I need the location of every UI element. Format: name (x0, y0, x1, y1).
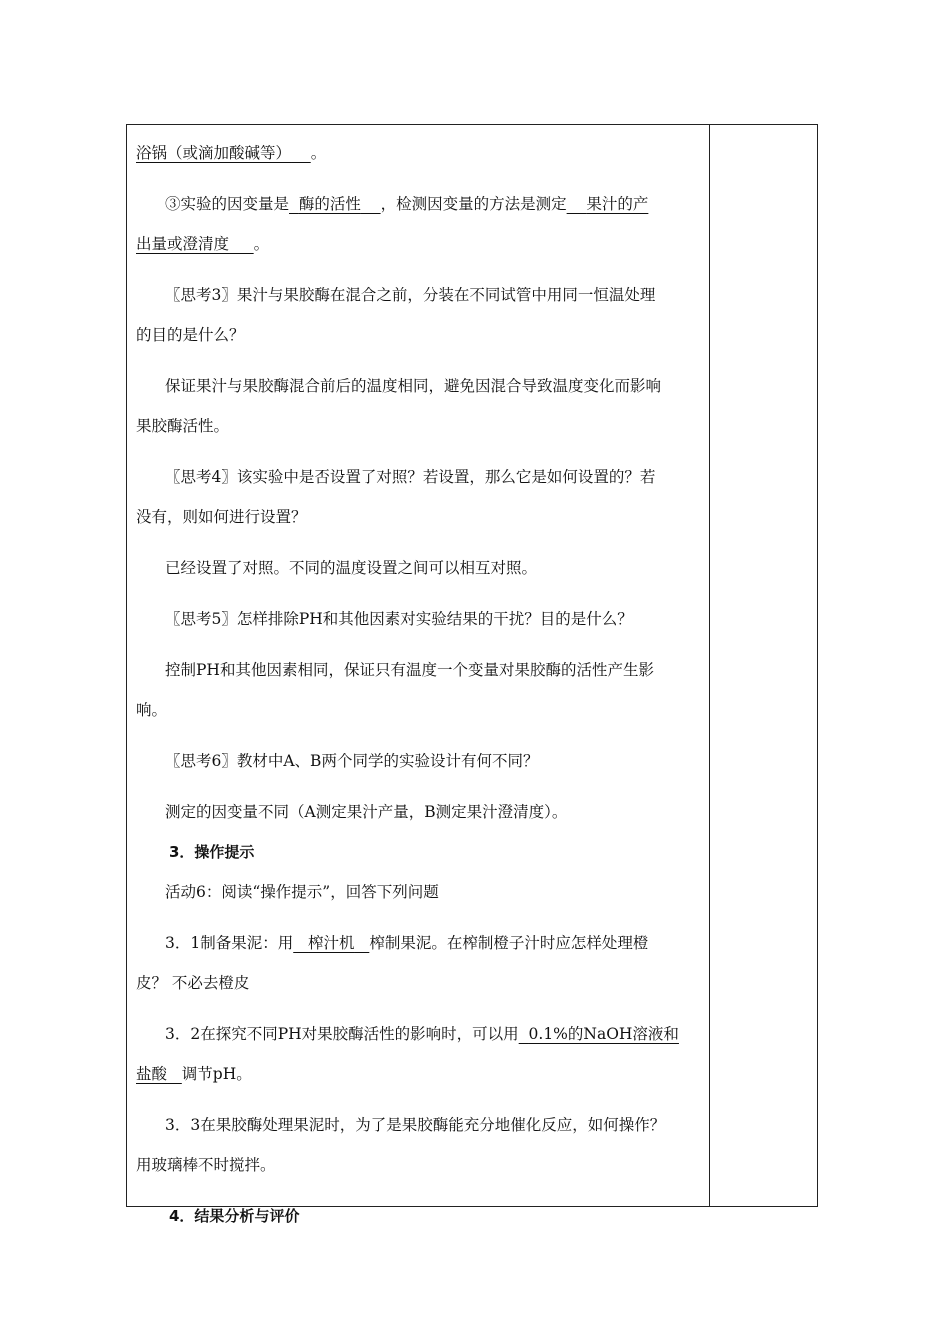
section-heading-3: 3．操作提示 (169, 843, 255, 861)
answer-4: 已经设置了对照。不同的温度设置之间可以相互对照。 (165, 559, 538, 577)
answer-blank: 盐酸 (136, 1065, 168, 1083)
text-line: 浴锅（或滴加酸碱等） 。 (136, 144, 327, 162)
item-3-1: 3．1制备果泥：用 榨汁机 榨制果泥。在榨制橙子汁时应怎样处理橙 (165, 934, 649, 952)
answer-3: 保证果汁与果胶酶混合前后的温度相同，避免因混合导致温度变化而影响 (165, 377, 662, 395)
text-line: ③实验的因变量是 酶的活性 ，检测因变量的方法是测定 果汁的产 (165, 195, 649, 213)
answer-6: 测定的因变量不同（A测定果汁产量，B测定果汁澄清度）。 (165, 803, 568, 821)
answer-blank: 果汁的产 (586, 195, 649, 213)
item-3-2: 3．2在探究不同PH对果胶酶活性的影响时，可以用 0.1%的NaOH溶液和 (165, 1025, 679, 1043)
answer-blank: 榨汁机 (308, 934, 355, 952)
answer-blank: 酶的活性 (298, 195, 361, 213)
text-line: 用玻璃棒不时搅拌。 (136, 1156, 276, 1174)
activity-6: 活动6：阅读“操作提示”，回答下列问题 (165, 883, 439, 901)
text-line: 没有，则如何进行设置？ (136, 508, 307, 526)
text-line: 果胶酶活性。 (136, 417, 230, 435)
question-6: 〖思考6〗教材中A、B两个同学的实验设计有何不同？ (165, 752, 539, 770)
notes-column (710, 125, 817, 1206)
answer-5: 控制PH和其他因素相同，保证只有温度一个变量对果胶酶的活性产生影 (165, 661, 654, 679)
question-4: 〖思考4〗该实验中是否设置了对照？若设置，那么它是如何设置的？若 (165, 468, 656, 486)
section-heading-4: 4．结果分析与评价 (169, 1207, 300, 1225)
question-5: 〖思考5〗怎样排除PH和其他因素对实验结果的干扰？目的是什么？ (165, 610, 633, 628)
answer-blank: 0.1%的NaOH溶液和 (528, 1025, 679, 1043)
answer-blank: 浴锅（或滴加酸碱等） (136, 144, 292, 162)
text-line: 的目的是什么？ (136, 326, 245, 344)
main-cell (136, 133, 702, 1236)
text-line: 出量或澄清度 。 (136, 235, 270, 253)
text-line: 皮？ 不必去橙皮 (136, 974, 250, 992)
text-line: 盐酸 调节pH。 (136, 1065, 252, 1083)
answer-blank: 出量或澄清度 (136, 235, 230, 253)
question-3: 〖思考3〗果汁与果胶酶在混合之前，分装在不同试管中用同一恒温处理 (165, 286, 656, 304)
text-line: 响。 (136, 701, 168, 719)
item-3-3: 3．3在果胶酶处理果泥时，为了是果胶酶能充分地催化反应，如何操作？ (165, 1116, 666, 1134)
